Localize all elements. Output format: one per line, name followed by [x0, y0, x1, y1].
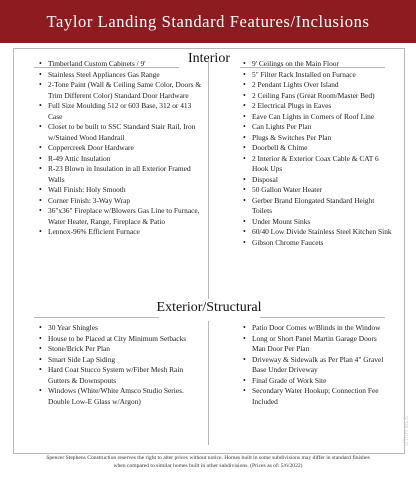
- page-title: Taylor Landing Standard Features/Inclusions: [46, 11, 370, 31]
- list-item: • Eave Can Lights in Corners of Roof Line: [242, 112, 392, 123]
- list-item: • Corner Finish: 3-Way Wrap: [38, 196, 202, 207]
- list-item: • Coppercreek Door Hardware: [38, 143, 202, 154]
- list-item: • Plugs & Switches Per Plan: [242, 133, 392, 144]
- list-item: • 50 Gallon Water Heater: [242, 185, 392, 196]
- list-item: • 30 Year Shingles: [38, 323, 198, 334]
- list-item: • Under Mount Sinks: [242, 217, 392, 228]
- exterior-heading: Exterior/Structural: [156, 300, 262, 315]
- mls-watermark: UTAH MLS: [404, 416, 410, 446]
- list-item: • Timberland Custom Cabinets / 9': [38, 59, 202, 70]
- list-item: • 60/40 Low Divide Stainless Steel Kitchen Sink: [242, 227, 392, 238]
- list-item: • Gibson Chrome Faucets: [242, 238, 392, 249]
- interior-left-list: [38, 59, 202, 238]
- list-item: • Disposal: [242, 175, 392, 186]
- exterior-right-list: [242, 323, 392, 407]
- list-item: • Full Size Moulding 512 or 603 Base, 312 or 413 Case: [38, 101, 202, 122]
- exterior-left-list: [38, 323, 198, 407]
- list-item: • R-49 Attic Insulation: [38, 154, 202, 165]
- disclaimer-line: when compared to similar homes built in other subdivisions. (Prices as of: 5/6/2022): [113, 463, 303, 469]
- list-item: • Lennox-96% Efficient Furnace: [38, 227, 202, 238]
- disclaimer: [8, 454, 408, 470]
- features-sheet: [13, 48, 405, 454]
- list-item: • House to be Placed at City Minimum Setbacks: [38, 334, 198, 345]
- list-item: • Gerber Brand Elongated Standard Height Toilets: [242, 196, 392, 217]
- list-item: • 5" Filter Rack Installed on Furnace: [242, 70, 392, 81]
- list-item: • Can Lights Per Plan: [242, 122, 392, 133]
- exterior-right-rule: [260, 317, 385, 318]
- interior-column-divider: [208, 59, 209, 299]
- list-item: • 2 Electrical Plugs in Eaves: [242, 101, 392, 112]
- list-item: • Secondary Water Hookup; Connection Fee Included: [242, 386, 392, 407]
- list-item: • Long or Short Panel Martin Garage Doors Man Door Per Plan: [242, 334, 392, 355]
- list-item: • 36"x36" Fireplace w/Blowers Gas Line to Furnace, Water Heater, Range, Fireplace & Patio: [38, 206, 202, 227]
- list-item: • 2 Ceiling Fans (Great Room/Master Bed): [242, 91, 392, 102]
- list-item: • Stainless Steel Appliances Gas Range: [38, 70, 202, 81]
- list-item: • 2 Interior & Exterior Coax Cable & CAT 6 Hook Ups: [242, 154, 392, 175]
- exterior-column-divider: [208, 321, 209, 445]
- list-item: • Doorbell & Chime: [242, 143, 392, 154]
- list-item: • 2 Pendant Lights Over Island: [242, 80, 392, 91]
- list-item: • 9' Ceilings on the Main Floor: [242, 59, 392, 70]
- list-item: • Windows (White/White Amsco Studio Series. Double Low-E Glass w/Argon): [38, 386, 198, 407]
- list-item: • Patio Door Comes w/Blinds in the Window: [242, 323, 392, 334]
- exterior-left-rule: [34, 317, 159, 318]
- list-item: • Smart Side Lap Siding: [38, 355, 198, 366]
- interior-right-list: [242, 59, 392, 248]
- list-item: • Final Grade of Work Site: [242, 376, 392, 387]
- interior-heading: Interior: [188, 51, 230, 66]
- list-item: • 2-Tone Paint (Wall & Ceiling Same Color, Doors & Trim Different Color) Standard Door Hardware: [38, 80, 202, 101]
- list-item: • Wall Finish: Holy Smooth: [38, 185, 202, 196]
- list-item: • Stone/Brick Per Plan: [38, 344, 198, 355]
- list-item: • Closet to be built to SSC Standard Stair Rail, Iron w/Stained Wood Handrail: [38, 122, 202, 143]
- list-item: • Hard Coat Stucco System w/Fiber Mesh Rain Gutters & Downspouts: [38, 365, 198, 386]
- list-item: • R-23 Blown in Insulation in all Exterior Framed Walls: [38, 164, 202, 185]
- list-item: • Driveway & Sidewalk as Per Plan 4" Gravel Base Under Driveway: [242, 355, 392, 376]
- disclaimer-line: Spencer Stephens Construction reserves the right to alter prices without notice. Homes built in some subdivisions may differ in standard finishes: [46, 455, 370, 461]
- title-banner: [0, 0, 416, 43]
